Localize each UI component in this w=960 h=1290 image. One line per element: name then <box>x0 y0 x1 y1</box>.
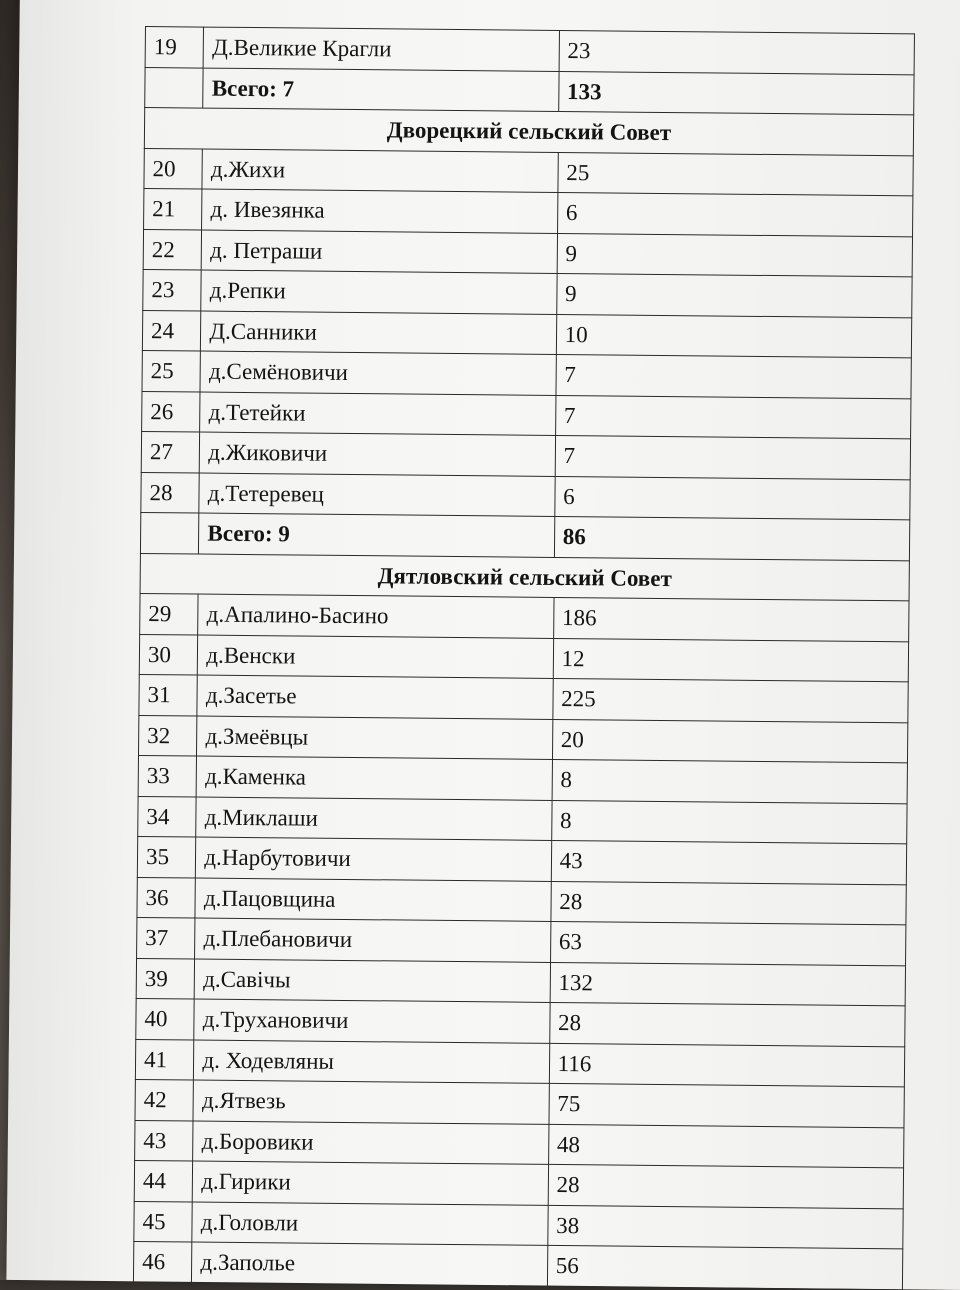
settlement-name-cell: д.Плебановичи <box>195 918 551 962</box>
settlement-name-cell: д.Венски <box>198 635 554 679</box>
section-title: Дятловский сельский Совет <box>140 553 909 601</box>
settlement-name-cell: д.Савічы <box>195 959 551 1003</box>
count-cell: 6 <box>554 476 910 520</box>
count-cell: 23 <box>559 30 915 74</box>
settlement-name-cell: Всего: 9 <box>199 513 555 557</box>
row-number-cell: 42 <box>135 1079 194 1120</box>
count-cell: 116 <box>549 1043 905 1087</box>
count-cell: 186 <box>553 597 909 641</box>
count-cell: 7 <box>555 395 911 439</box>
settlement-name-cell: д.Ятвезь <box>193 1080 549 1124</box>
settlement-name-cell: Всего: 7 <box>203 68 559 112</box>
count-cell: 7 <box>555 435 911 479</box>
row-number-cell: 27 <box>141 431 200 472</box>
section-title: Дворецкий сельский Совет <box>144 108 913 156</box>
row-number-cell: 45 <box>134 1201 193 1242</box>
row-number-cell: 26 <box>142 391 201 432</box>
count-cell: 56 <box>547 1245 903 1289</box>
settlement-name-cell: д.Гирики <box>193 1161 549 1205</box>
settlement-name-cell: Д.Великие Крагли <box>203 27 559 71</box>
row-number-cell: 21 <box>144 188 203 229</box>
settlement-name-cell: д. Ходевляны <box>194 1040 550 1084</box>
settlement-name-cell: д.Тетейки <box>200 392 556 436</box>
count-cell: 9 <box>556 273 912 317</box>
settlement-name-cell: д.Каменка <box>196 756 552 800</box>
count-cell: 43 <box>551 840 907 884</box>
count-cell: 12 <box>553 638 909 682</box>
count-cell: 63 <box>550 921 906 965</box>
document-page <box>133 26 915 1290</box>
row-number-cell: 29 <box>140 593 199 634</box>
count-cell: 28 <box>548 1164 904 1208</box>
row-number-cell: 28 <box>141 472 200 513</box>
row-number-cell: 39 <box>136 958 195 999</box>
settlement-name-cell: д.Пацовщина <box>195 878 551 922</box>
row-number-cell: 37 <box>137 917 196 958</box>
row-number-cell: 19 <box>145 27 204 68</box>
settlements-table <box>133 26 915 1290</box>
row-number-cell: 33 <box>138 755 197 796</box>
row-number-cell: 24 <box>142 310 201 351</box>
row-number-cell: 22 <box>143 229 202 270</box>
row-number-cell: 40 <box>136 998 195 1039</box>
count-cell: 28 <box>551 881 907 925</box>
count-cell: 9 <box>557 233 913 277</box>
settlement-name-cell: д.Семёновичи <box>200 351 556 395</box>
row-number-cell <box>140 512 199 553</box>
row-number-cell: 23 <box>143 269 202 310</box>
count-cell: 86 <box>554 516 910 560</box>
settlement-name-cell: д. Петраши <box>202 230 558 274</box>
count-cell: 133 <box>558 71 914 115</box>
count-cell: 132 <box>550 962 906 1006</box>
row-number-cell: 30 <box>139 634 198 675</box>
row-number-cell: 35 <box>137 836 196 877</box>
count-cell: 7 <box>556 354 912 398</box>
settlement-name-cell: Д.Санники <box>201 311 557 355</box>
count-cell: 10 <box>556 314 912 358</box>
settlement-name-cell: д.Нарбутовичи <box>196 837 552 881</box>
row-number-cell: 43 <box>135 1120 194 1161</box>
row-number-cell: 34 <box>138 796 197 837</box>
settlement-name-cell: д.Головли <box>192 1202 548 1246</box>
row-number-cell: 32 <box>138 715 197 756</box>
row-number-cell: 36 <box>137 877 196 918</box>
settlement-name-cell: д.Боровики <box>193 1121 549 1165</box>
table-body <box>133 27 914 1290</box>
count-cell: 225 <box>553 678 909 722</box>
settlement-name-cell: д. Ивезянка <box>202 189 558 233</box>
settlement-name-cell: д.Миклаши <box>196 797 552 841</box>
count-cell: 8 <box>552 759 908 803</box>
row-number-cell: 46 <box>133 1241 192 1282</box>
count-cell: 38 <box>547 1205 903 1249</box>
count-cell: 25 <box>558 152 914 196</box>
table-row <box>133 1241 902 1289</box>
row-number-cell: 20 <box>144 148 203 189</box>
row-number-cell <box>145 67 204 108</box>
settlement-name-cell: д.Засетье <box>197 675 553 719</box>
settlement-name-cell: д.Репки <box>201 270 557 314</box>
settlement-name-cell: д.Змеёвцы <box>197 716 553 760</box>
row-number-cell: 44 <box>134 1160 193 1201</box>
count-cell: 8 <box>551 800 907 844</box>
row-number-cell: 25 <box>142 350 201 391</box>
settlement-name-cell: д.Заполье <box>192 1242 548 1286</box>
settlement-name-cell: д.Трухановичи <box>194 999 550 1043</box>
row-number-cell: 41 <box>135 1039 194 1080</box>
count-cell: 48 <box>548 1124 904 1168</box>
settlement-name-cell: д.Тетеревец <box>199 473 555 517</box>
settlement-name-cell: д.Жихи <box>202 149 558 193</box>
count-cell: 75 <box>549 1083 905 1127</box>
count-cell: 28 <box>549 1002 905 1046</box>
settlement-name-cell: д.Апалино-Басино <box>198 594 554 638</box>
settlement-name-cell: д.Жиковичи <box>200 432 556 476</box>
count-cell: 20 <box>552 719 908 763</box>
count-cell: 6 <box>557 192 913 236</box>
row-number-cell: 31 <box>139 674 198 715</box>
